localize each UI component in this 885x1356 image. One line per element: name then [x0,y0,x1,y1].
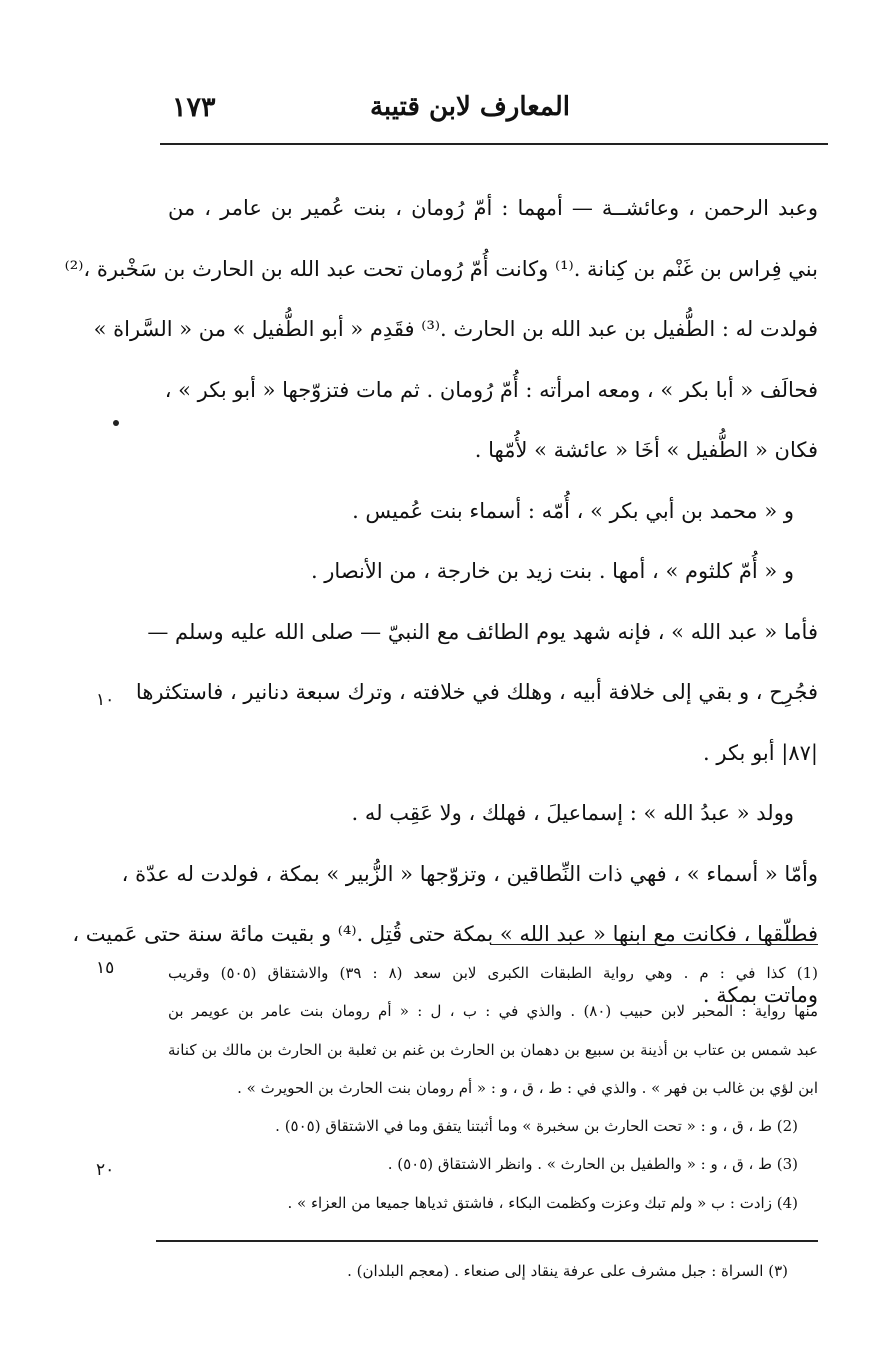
text-line: فجُرِح ، و بقي إلى خلافة أبيه ، وهلك في خلافته ، وترك سبعة دنانير ، فاستكثرها [135,680,818,704]
line-number-20: ٢٠ [96,1160,115,1180]
text-line: بني فِراس بن غَنْم بن كِنانة .⁽¹⁾ وكانت أُمّ رُومان تحت عبد الله بن الحارث بن سَخْبرة ،⁽²⁾ [64,256,818,281]
bottom-rule [156,1240,818,1242]
footnote-rule [490,944,818,945]
text-line: |٨٧| أبو بكر . [703,740,818,765]
text-line: فطلّقها ، فكانت مع ابنها « عبد الله » بمكة حتى قُتِل .⁽⁴⁾ و بقيت مائة سنة حتى عَميت ، [72,922,818,946]
line-number-10: ١٠ [96,690,115,710]
text-line: وولد « عبدُ الله » : إسماعيلَ ، فهلك ، ولا عَقِب له . [351,801,794,825]
text-line: فأما « عبد الله » ، فإنه شهد يوم الطائف مع النبيّ — صلى الله عليه وسلم — [147,619,818,644]
footnote-line: (3) ط ، ق ، و : « والطفيل بن الحارث » . وانظر الاشتقاق (٥٠٥) . [387,1155,798,1174]
footnote-line: (4) زادت : ب « ولم تبك وعزت وكظمت البكاء ، فاشتق ثدياها جميعا من العزاء » . [287,1193,798,1212]
line-number-15: ١٥ [96,958,115,978]
text-line: وعبد الرحمن ، وعائشــة — أمهما : أمّ رُومان ، بنت عُمير بن عامر ، من [168,196,818,220]
text-line: وماتت بمكة . [702,982,818,1007]
footnote-line: (1) كذا في : م . وهي رواية الطبقات الكبرى لابن سعد (٨ : ٣٩) والاشتقاق (٥٠٥) وقريب [168,964,819,982]
header-rule [160,143,828,145]
running-title: المعارف لابن قتيبة [369,92,570,122]
margin-dot [113,420,119,426]
footnote-line: منها رواية : المحبر لابن حبيب (٨٠) . والذي في : ب ، ل : « أم رومان بنت عامر بن عويمر بن [168,1002,819,1021]
footnote-line: ابن لؤي بن غالب بن فهر » . والذي في : ط ، ق ، و : « أم رومان بنت الحارث بن الحويرث » . [237,1078,818,1097]
text-line: وأمّا « أسماء » ، فهي ذات النِّطاقين ، وتزوّجها « الزُّبير » بمكة ، فولدت له عدّة ، [121,861,818,886]
footnotes [168,954,818,1222]
editor-note: (٣) السراة : جبل مشرف على عرفة ينقاد إلى صنعاء . (معجم البلدان) . [347,1262,788,1280]
page-header [160,92,828,132]
text-line: فحالَف « أبا بكر » ، ومعه امرأته : أُمّ رُومان . ثم مات فتزوّجها « أبو بكر » ، [164,377,818,402]
footnote-line: عبد شمس بن عتاب بن أذينة بن سبيع بن دهمان بن الحارث بن غنم بن ثعلبة بن الحارث بن مالك بن كنانة [168,1040,818,1059]
text-line: و « محمد بن أبي بكر » ، أُمّه : أسماء بنت عُميس . [352,498,794,523]
text-line: و « أُمّ كلثوم » ، أمها . بنت زيد بن خارجة ، من الأنصار . [310,559,794,583]
text-line: فولدت له : الطُّفيل بن عبد الله بن الحارث .⁽³⁾ فقَدِم « أبو الطُّفيل » من « السَّراة » [93,317,818,341]
text-line: فكان « الطُّفيل » أخَا « عائشة » لأُمّها . [474,438,818,462]
footnote-line: (2) ط ، ق ، و : « تحت الحارث بن سخبرة » وما أثبتنا يتفق وما في الاشتقاق (٥٠٥) . [275,1117,798,1136]
page-number: ١٧٣ [172,92,216,123]
